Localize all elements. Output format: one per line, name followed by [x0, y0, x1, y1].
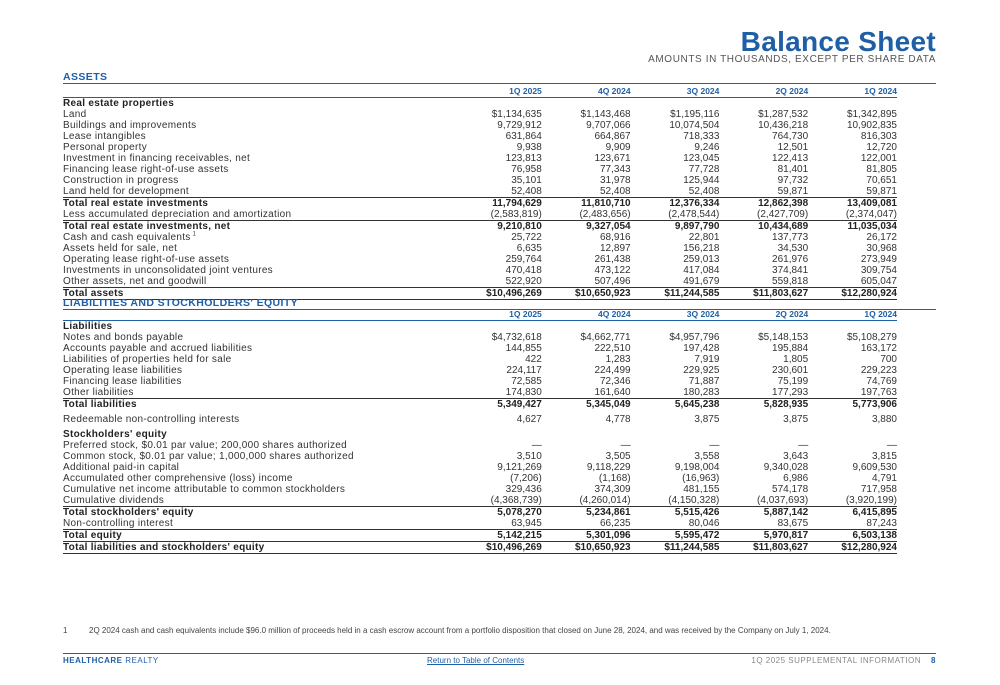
row-label: Cash and cash equivalents $^1$	[63, 231, 197, 243]
cell-value: 5,595,472	[631, 530, 720, 542]
cell-value: 137,773	[772, 232, 809, 243]
table-row	[63, 410, 897, 425]
cell-value: 12,720	[866, 142, 897, 153]
cell-value: 9,210,810	[453, 221, 542, 233]
table-row	[63, 542, 897, 554]
cell-value: 161,640	[594, 387, 631, 398]
cell-value: 87,243	[866, 518, 897, 529]
column-header: 1Q 2025	[453, 309, 542, 321]
table-row	[63, 530, 897, 542]
cell-value: 52,408	[600, 186, 631, 197]
row-label: Total real estate investments, net	[63, 221, 453, 233]
cell-value: 261,438	[594, 254, 631, 265]
cell-value: 230,601	[772, 365, 809, 376]
row-label: Financing lease liabilities	[63, 376, 182, 387]
cell-value: 52,408	[688, 186, 720, 197]
row-label: Cumulative net income attributable to common stockholders	[63, 484, 346, 495]
cell-value: (2,374,047)	[845, 209, 897, 220]
table-row	[63, 376, 897, 387]
cell-value: 718,333	[683, 131, 720, 142]
cell-value: 122,413	[772, 153, 809, 164]
cell-value: 224,117	[506, 365, 542, 376]
cell-value: —	[887, 440, 897, 451]
cell-value	[719, 98, 808, 110]
cell-value: 6,635	[516, 243, 542, 254]
cell-value: $4,662,771	[580, 332, 631, 343]
cell-value: 5,970,817	[719, 530, 808, 542]
cell-value: 12,897	[600, 243, 631, 254]
row-label: Land	[63, 109, 87, 120]
row-label: Buildings and improvements	[63, 120, 197, 131]
cell-value: 9,246	[694, 142, 720, 153]
cell-value: 9,121,269	[497, 462, 542, 473]
column-header: 1Q 2024	[808, 309, 897, 321]
assets-header-row	[63, 86, 897, 98]
cell-value: 174,830	[505, 387, 542, 398]
table-row	[63, 425, 897, 440]
cell-value: 63,945	[511, 518, 542, 529]
cell-value: 77,728	[688, 164, 720, 175]
cell-value: 631,864	[505, 131, 542, 142]
cell-value: (2,583,819)	[490, 209, 542, 220]
cell-value: (2,478,544)	[668, 209, 720, 220]
column-header: 4Q 2024	[542, 86, 631, 98]
cell-value: 374,309	[594, 484, 631, 495]
cell-value: 12,376,334	[631, 198, 720, 210]
cell-value: 10,434,689	[719, 221, 808, 233]
cell-value: 71,887	[688, 376, 720, 387]
cell-value: 12,862,398	[719, 198, 808, 210]
row-label: Investments in unconsolidated joint ventures	[63, 265, 273, 276]
cell-value: 81,805	[866, 164, 897, 175]
column-header: 3Q 2024	[631, 86, 720, 98]
cell-value: 309,754	[860, 265, 897, 276]
row-label: Additional paid-in capital	[63, 462, 180, 473]
cell-value	[808, 321, 897, 333]
cell-value: 3,880	[871, 414, 897, 425]
cell-value	[542, 425, 631, 440]
row-label: Other assets, net and goodwill	[63, 276, 207, 287]
cell-value: 197,428	[683, 343, 720, 354]
cell-value	[631, 98, 720, 110]
row-label: Preferred stock, $0.01 par value; 200,000 shares authorized	[63, 440, 347, 451]
cell-value: 10,902,835	[846, 120, 897, 131]
cell-value: $10,650,923	[542, 288, 631, 300]
header-blank	[63, 309, 453, 321]
header-blank	[63, 86, 453, 98]
cell-value: (4,150,328)	[668, 495, 720, 506]
row-label: Total liabilities and stockholders' equity	[63, 542, 453, 554]
table-row	[63, 518, 897, 530]
cell-value: 417,084	[683, 265, 720, 276]
table-row	[63, 254, 897, 265]
cell-value	[808, 425, 897, 440]
table-row	[63, 164, 897, 175]
table-row	[63, 343, 897, 354]
cell-value: 9,327,054	[542, 221, 631, 233]
cell-value	[808, 98, 897, 110]
cell-value: —	[531, 440, 542, 451]
row-label: Total stockholders' equity	[63, 507, 453, 519]
cell-value: 59,871	[866, 186, 897, 197]
cell-value: 605,047	[860, 276, 897, 287]
cell-value: 76,958	[511, 164, 542, 175]
page-title: Balance Sheet	[740, 26, 936, 57]
cell-value	[631, 321, 720, 333]
cell-value: 52,408	[511, 186, 542, 197]
table-row	[63, 440, 897, 451]
cell-value: $12,280,924	[808, 288, 897, 300]
cell-value: 80,046	[688, 518, 720, 529]
footer-brand-rest: REALTY	[122, 656, 159, 665]
row-label: Accounts payable and accrued liabilities	[63, 343, 253, 354]
row-label: Personal property	[63, 142, 148, 153]
cell-value: 229,925	[683, 365, 720, 376]
cell-value: 1,283	[605, 354, 631, 365]
cell-value: 700	[880, 354, 897, 365]
cell-value: 11,035,034	[808, 221, 897, 233]
page-number: 8	[931, 656, 936, 665]
table-row	[63, 98, 897, 110]
table-row	[63, 265, 897, 276]
table-row	[63, 186, 897, 198]
table-row	[63, 243, 897, 254]
liabilities-heading: LIABILITIES AND STOCKHOLDERS' EQUITY	[63, 297, 299, 309]
cell-value: 12,501	[777, 142, 809, 153]
cell-value: $11,803,627	[719, 542, 808, 554]
cell-value: 25,722	[511, 232, 542, 243]
cell-value: 81,401	[777, 164, 809, 175]
cell-value: $1,195,116	[670, 109, 720, 120]
cell-value: 97,732	[777, 175, 809, 186]
cell-value: 481,155	[683, 484, 720, 495]
table-row	[63, 232, 897, 243]
cell-value: $1,342,895	[846, 109, 897, 120]
footer-brand-bold: HEALTHCARE	[63, 656, 123, 665]
return-to-toc-link[interactable]: Return to Table of Contents	[427, 656, 525, 665]
cell-value: 9,729,912	[497, 120, 542, 131]
cell-value	[719, 321, 808, 333]
cell-value: 59,871	[777, 186, 809, 197]
cell-value: 717,958	[860, 484, 897, 495]
column-header: 4Q 2024	[542, 309, 631, 321]
row-label: Stockholders' equity	[63, 429, 167, 440]
cell-value: 5,515,426	[631, 507, 720, 519]
cell-value: 3,505	[605, 451, 631, 462]
row-label: Common stock, $0.01 par value; 1,000,000 shares authorized	[63, 451, 354, 462]
row-label: Notes and bonds payable	[63, 332, 184, 343]
cell-value: 259,764	[505, 254, 542, 265]
cell-value: 74,769	[866, 376, 897, 387]
cell-value: 229,223	[860, 365, 897, 376]
cell-value: 3,875	[694, 414, 720, 425]
cell-value: 7,919	[694, 354, 720, 365]
cell-value: 9,609,530	[852, 462, 897, 473]
column-header: 3Q 2024	[631, 309, 720, 321]
cell-value: 144,855	[505, 343, 542, 354]
footer-right	[751, 656, 936, 665]
cell-value: 10,074,504	[669, 120, 720, 131]
cell-value: 522,920	[505, 276, 542, 287]
row-label: Assets held for sale, net	[63, 243, 178, 254]
cell-value: 329,436	[505, 484, 542, 495]
cell-value: 13,409,081	[808, 198, 897, 210]
row-label: Operating lease right-of-use assets	[63, 254, 230, 265]
cell-value: 5,234,861	[542, 507, 631, 519]
row-label: Investment in financing receivables, net	[63, 153, 251, 164]
table-row	[63, 198, 897, 210]
cell-value: $10,650,923	[542, 542, 631, 554]
cell-value: 374,841	[772, 265, 809, 276]
cell-value: (16,963)	[682, 473, 720, 484]
cell-value: 259,013	[683, 254, 720, 265]
column-header: 2Q 2024	[719, 86, 808, 98]
cell-value: 123,813	[505, 153, 542, 164]
cell-value: 9,198,004	[674, 462, 720, 473]
cell-value: 6,986	[783, 473, 809, 484]
cell-value: 574,178	[772, 484, 809, 495]
cell-value: 26,172	[866, 232, 897, 243]
cell-value: 75,199	[777, 376, 809, 387]
cell-value: —	[709, 440, 720, 451]
cell-value	[453, 425, 542, 440]
cell-value: 4,778	[605, 414, 631, 425]
row-label: Liabilities of properties held for sale	[63, 354, 232, 365]
cell-value	[631, 425, 720, 440]
cell-value: $12,280,924	[808, 542, 897, 554]
cell-value: 72,585	[511, 376, 542, 387]
cell-value: 11,794,629	[453, 198, 542, 210]
cell-value: 77,343	[600, 164, 631, 175]
cell-value: 83,675	[777, 518, 809, 529]
cell-value: $1,287,532	[758, 109, 809, 120]
cell-value: 5,301,096	[542, 530, 631, 542]
row-label: Land held for development	[63, 186, 189, 197]
cell-value: 3,510	[516, 451, 542, 462]
cell-value: (2,427,709)	[757, 209, 809, 220]
cell-value: 72,346	[600, 376, 631, 387]
cell-value: 9,707,066	[586, 120, 631, 131]
cell-value: 664,867	[594, 131, 631, 142]
liabilities-header-row	[63, 309, 897, 321]
footer-brand	[63, 656, 159, 665]
cell-value: (4,368,739)	[490, 495, 542, 506]
cell-value	[542, 321, 631, 333]
cell-value: 70,651	[866, 175, 897, 186]
cell-value: 10,436,218	[758, 120, 809, 131]
table-row	[63, 495, 897, 507]
table-row	[63, 131, 897, 142]
cell-value	[542, 98, 631, 110]
cell-value	[719, 425, 808, 440]
row-label: Total real estate investments	[63, 198, 453, 210]
row-label: Financing lease right-of-use assets	[63, 164, 229, 175]
cell-value: 422	[525, 354, 542, 365]
cell-value: $5,108,279	[846, 332, 897, 343]
cell-value: $5,148,153	[758, 332, 809, 343]
cell-value: 180,283	[683, 387, 720, 398]
table-row	[63, 221, 897, 233]
cell-value: 5,645,238	[631, 399, 720, 411]
table-row	[63, 153, 897, 164]
cell-value: 816,303	[860, 131, 897, 142]
cell-value: 35,101	[511, 175, 542, 186]
cell-value: 3,643	[783, 451, 809, 462]
table-row	[63, 109, 897, 120]
table-row	[63, 399, 897, 411]
cell-value: 9,938	[516, 142, 542, 153]
cell-value: $10,496,269	[453, 288, 542, 300]
cell-value: 177,293	[772, 387, 809, 398]
cell-value: 197,763	[860, 387, 897, 398]
cell-value: 6,503,138	[808, 530, 897, 542]
cell-value: (7,206)	[510, 473, 542, 484]
column-header: 2Q 2024	[719, 309, 808, 321]
assets-table	[63, 86, 897, 300]
cell-value: 507,496	[594, 276, 631, 287]
cell-value: $4,957,796	[669, 332, 720, 343]
table-row	[63, 507, 897, 519]
cell-value: 224,499	[594, 365, 631, 376]
cell-value: 9,909	[605, 142, 631, 153]
cell-value: (2,483,656)	[579, 209, 631, 220]
column-header: 1Q 2024	[808, 86, 897, 98]
cell-value: $11,244,585	[631, 288, 720, 300]
cell-value: 156,218	[683, 243, 720, 254]
cell-value: 3,815	[871, 451, 897, 462]
row-label: Total equity	[63, 530, 453, 542]
cell-value: —	[620, 440, 631, 451]
table-row	[63, 276, 897, 288]
assets-rule	[63, 83, 936, 84]
row-label: Non-controlling interest	[63, 518, 174, 529]
cell-value: 34,530	[777, 243, 809, 254]
cell-value: 30,968	[866, 243, 897, 254]
cell-value: (1,168)	[598, 473, 631, 484]
cell-value: 470,418	[505, 265, 542, 276]
row-label: Cumulative dividends	[63, 495, 165, 506]
row-label: Total liabilities	[63, 399, 453, 411]
cell-value: $1,134,635	[491, 109, 542, 120]
cell-value: 9,897,790	[631, 221, 720, 233]
page-subtitle: AMOUNTS IN THOUSANDS, EXCEPT PER SHARE DATA	[648, 54, 936, 65]
cell-value: 122,001	[860, 153, 897, 164]
cell-value: 195,884	[772, 343, 809, 354]
table-row	[63, 462, 897, 473]
liabilities-table	[63, 309, 897, 554]
cell-value: 3,558	[694, 451, 720, 462]
cell-value: 123,045	[683, 153, 720, 164]
cell-value: 6,415,895	[808, 507, 897, 519]
cell-value	[453, 321, 542, 333]
cell-value: 222,510	[594, 343, 631, 354]
row-label: Other liabilities	[63, 387, 134, 398]
cell-value: 4,627	[516, 414, 542, 425]
cell-value: 5,773,906	[808, 399, 897, 411]
column-header: 1Q 2025	[453, 86, 542, 98]
cell-value: 5,349,427	[453, 399, 542, 411]
cell-value: 473,122	[594, 265, 631, 276]
row-label: Less accumulated depreciation and amortization	[63, 209, 292, 220]
cell-value: $1,143,468	[580, 109, 631, 120]
cell-value: 5,887,142	[719, 507, 808, 519]
footnote	[63, 626, 936, 636]
row-label: Construction in progress	[63, 175, 179, 186]
cell-value: 1,805	[783, 354, 809, 365]
table-row	[63, 142, 897, 153]
footer-rule	[63, 653, 936, 654]
cell-value: (4,037,693)	[757, 495, 809, 506]
cell-value: 5,828,935	[719, 399, 808, 411]
table-row	[63, 332, 897, 343]
footer-doc-label: 1Q 2025 SUPPLEMENTAL INFORMATION	[751, 656, 922, 665]
table-row	[63, 120, 897, 131]
cell-value: 559,818	[772, 276, 809, 287]
cell-value: 9,118,229	[586, 462, 631, 473]
footnote-ref: 1	[190, 231, 197, 238]
row-label: Accumulated other comprehensive (loss) income	[63, 473, 293, 484]
cell-value: $10,496,269	[453, 542, 542, 554]
cell-value: 3,875	[783, 414, 809, 425]
cell-value: 491,679	[683, 276, 720, 287]
cell-value: 68,916	[600, 232, 631, 243]
cell-value: (3,920,199)	[845, 495, 897, 506]
cell-value: 4,791	[871, 473, 897, 484]
cell-value: $4,732,618	[491, 332, 542, 343]
cell-value: 261,976	[772, 254, 809, 265]
footnote-number: 1	[63, 626, 68, 635]
cell-value: 11,810,710	[542, 198, 631, 210]
cell-value: 163,172	[860, 343, 897, 354]
cell-value: 5,078,270	[453, 507, 542, 519]
row-label: Liabilities	[63, 321, 113, 332]
cell-value	[453, 98, 542, 110]
cell-value: —	[798, 440, 809, 451]
table-row	[63, 451, 897, 462]
cell-value: $11,244,585	[631, 542, 720, 554]
row-label: Redeemable non-controlling interests	[63, 414, 240, 425]
cell-value: 273,949	[860, 254, 897, 265]
row-label: Real estate properties	[63, 98, 175, 109]
table-row	[63, 365, 897, 376]
row-label: Total assets	[63, 288, 453, 300]
cell-value: 123,671	[594, 153, 631, 164]
table-row	[63, 473, 897, 484]
table-row	[63, 387, 897, 399]
cell-value: 9,340,028	[763, 462, 809, 473]
cell-value: (4,260,014)	[579, 495, 631, 506]
table-row	[63, 321, 897, 333]
row-label: Lease intangibles	[63, 131, 146, 142]
table-row	[63, 209, 897, 221]
cell-value: 66,235	[600, 518, 631, 529]
table-row	[63, 484, 897, 495]
cell-value: 5,142,215	[453, 530, 542, 542]
cell-value: 22,801	[688, 232, 720, 243]
cell-value: 5,345,049	[542, 399, 631, 411]
cell-value: 125,944	[683, 175, 720, 186]
assets-heading: ASSETS	[63, 71, 108, 83]
cell-value: $11,803,627	[719, 288, 808, 300]
table-row	[63, 354, 897, 365]
footnote-text: 2Q 2024 cash and cash equivalents include $96.0 million of proceeds held in a cash escrow account from a portfolio disposition that closed on June 28, 2024, and was received by the Company on July 1, 2024.	[89, 626, 831, 635]
table-row	[63, 175, 897, 186]
row-label: Operating lease liabilities	[63, 365, 183, 376]
cell-value: 764,730	[772, 131, 809, 142]
cell-value: 31,978	[600, 175, 631, 186]
